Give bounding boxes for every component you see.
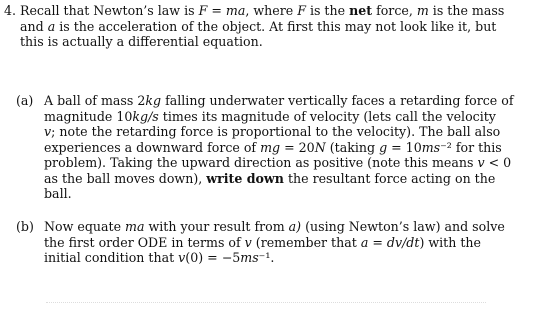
math-term: ms — [240, 250, 259, 265]
text-line: ball. — [44, 186, 72, 201]
math-term: ma — [125, 219, 145, 234]
math-term: mg — [260, 139, 281, 155]
part-a-text — [44, 93, 514, 202]
math-term: kg/s — [132, 108, 159, 124]
math-term: F — [198, 3, 208, 18]
math-term: dv/dt — [386, 234, 420, 250]
math-term: F — [297, 3, 306, 18]
text-line: and a is the acceleration of the object. At first this may not look like it, but — [20, 18, 497, 34]
part-b-label: (b) — [16, 219, 34, 234]
math-term: a — [47, 18, 56, 34]
math-term: v — [244, 234, 252, 250]
text-line: as the ball moves down), write down the resultant force acting on the — [44, 170, 496, 186]
math-term: v — [477, 155, 485, 170]
emphasis: write down — [206, 170, 284, 186]
problem-intro — [20, 3, 509, 50]
math-term: ms — [421, 139, 441, 155]
cut-off-next-line — [46, 296, 486, 303]
math-term: kg — [145, 93, 162, 108]
math-term: a — [360, 234, 369, 250]
text-line: Recall that Newton’s law is F = ma, where F is the net force, m is the mass — [20, 3, 505, 18]
text-line: Now equate ma with your result from a) (using Newton’s law) and solve — [44, 219, 505, 234]
text-line: this is actually a differential equation. — [20, 34, 263, 49]
emphasis: net — [349, 3, 373, 18]
text-line: experiences a downward force of mg = 20N (taking g = 10ms⁻² for this — [44, 139, 502, 155]
text-line: A ball of mass 2kg falling underwater vertically faces a retarding force of — [44, 93, 514, 108]
part-a-label: (a) — [16, 93, 34, 108]
text-line: magnitude 10kg/s times its magnitude of velocity (lets call the velocity — [44, 108, 496, 124]
math-term: ma — [225, 3, 246, 18]
problem-number: 4. — [4, 3, 17, 18]
problem-4 — [4, 3, 509, 50]
math-term: v — [178, 250, 186, 265]
part-a — [16, 93, 514, 202]
text-line: v; note the retarding force is proportional to the velocity). The ball also — [44, 124, 501, 139]
math-term: a) — [288, 219, 302, 234]
text-line: the first order ODE in terms of v (remember that a = dv/dt) with the — [44, 234, 481, 250]
text-line: initial condition that v(0) = −5ms⁻¹. — [44, 250, 275, 265]
text-line: problem). Taking the upward direction as positive (note this means v < 0 — [44, 155, 512, 170]
math-term: g — [379, 139, 388, 155]
part-b — [16, 219, 505, 266]
math-term: N — [314, 139, 326, 155]
math-term: m — [416, 3, 429, 18]
part-b-text — [44, 219, 505, 266]
math-term: v — [44, 124, 52, 139]
